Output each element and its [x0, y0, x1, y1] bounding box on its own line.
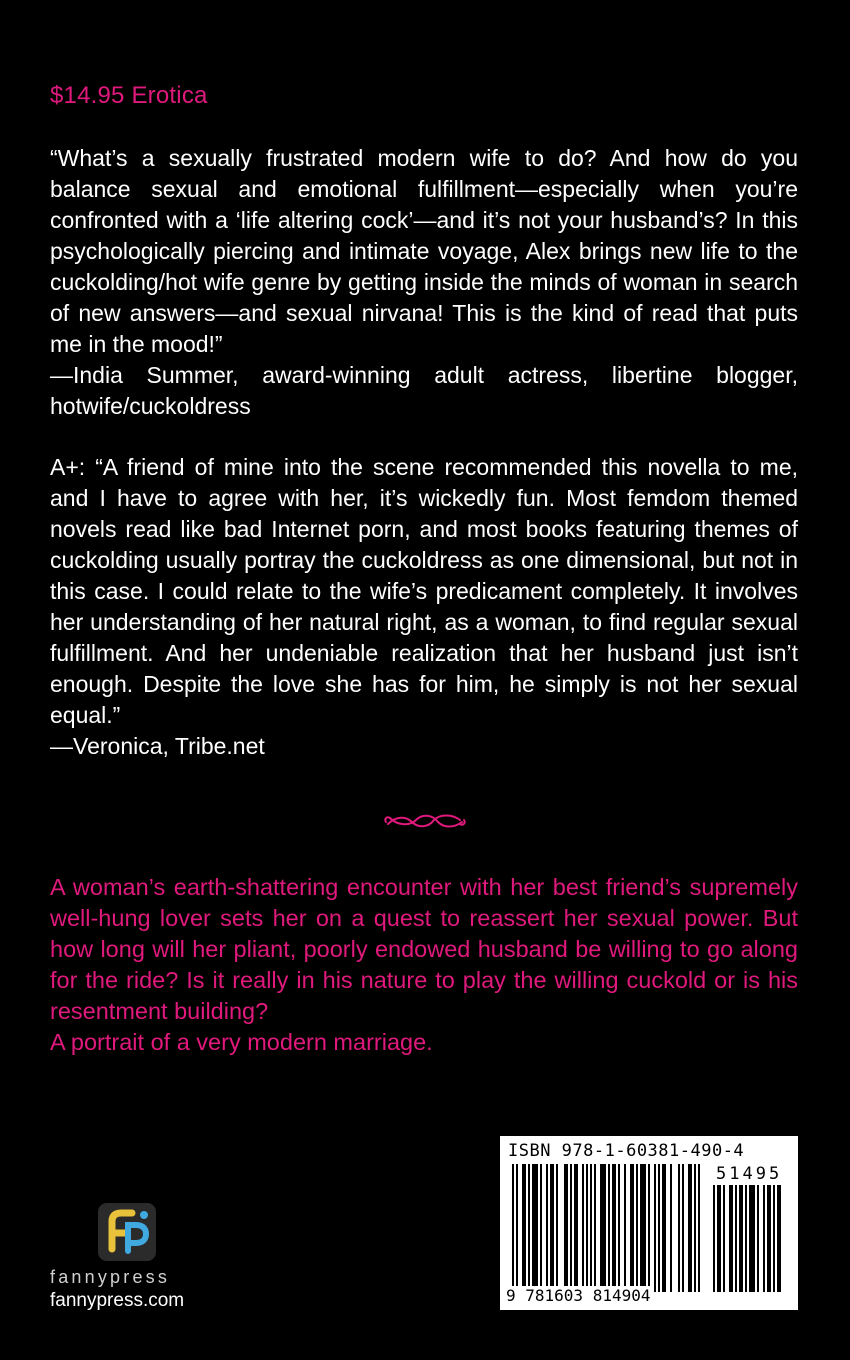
synopsis-tagline: A portrait of a very modern marriage. [50, 1029, 433, 1055]
review-attribution: —India Summer, award-winning adult actress, libertine blogger, hotwife/cuckoldress [50, 362, 798, 419]
barcode-bar [763, 1185, 765, 1292]
price-code: 51495 [716, 1164, 783, 1184]
review-quote: A+: “A friend of mine into the scene recommended this novella to me, and I have to agree with her, it’s wickedly fun. Most femdom themed novels read like bad Internet porn, and most books featuring themes of cuckolding usually portray the cuckoldress as one dimensional, but not in this case. I could relate to the wife’s predicament completely. It involves her understanding of her natural right, as a woman, to find regular sexual fulfillment. And her undeniable realization that her husband just isn’t enough. Despite the love she has for him, he simply is not her sexual equal.” [50, 454, 798, 728]
publisher-website: fannypress.com [50, 1290, 185, 1311]
barcode-bar [618, 1164, 620, 1292]
barcode-bar [570, 1164, 572, 1292]
barcode-bar [678, 1164, 680, 1292]
barcode-bar [522, 1164, 526, 1292]
barcode-bar [532, 1164, 538, 1292]
barcode-bar [586, 1164, 588, 1292]
barcode-bar [654, 1164, 656, 1292]
barcode-bar [749, 1185, 755, 1292]
barcode-bar [658, 1164, 660, 1292]
barcode-bar [777, 1185, 781, 1292]
fp-logo-icon [98, 1203, 156, 1261]
barcode-bar [574, 1164, 578, 1292]
barcode-bar [717, 1185, 721, 1292]
book-synopsis [50, 872, 798, 1058]
ean-digits: 9 781603 814904 [506, 1286, 651, 1305]
publisher-name: fannypress [50, 1267, 171, 1287]
barcode-bar [698, 1164, 700, 1292]
barcode-bar [564, 1164, 568, 1292]
barcode-bar [624, 1164, 626, 1292]
barcode-bar [739, 1185, 743, 1292]
barcode-bar [640, 1164, 646, 1292]
barcode-bar [682, 1164, 684, 1292]
barcode-bar [767, 1185, 771, 1292]
barcode-bar [723, 1185, 725, 1292]
barcode-bar [550, 1164, 554, 1292]
barcode-bar [735, 1185, 737, 1292]
barcode-bar [528, 1164, 530, 1292]
synopsis-text: A woman’s earth-shattering encounter with her best friend’s supremely well-hung lover sets her on a quest to reassert her sexual power. But how long will her pliant, poorly endowed husband be willing to go along for the ride? Is it really in his nature to play the willing cuckold or is his resentment building? [50, 874, 798, 1024]
barcode-bar [612, 1164, 616, 1292]
review-india-summer [50, 143, 798, 422]
barcode-bar [670, 1164, 672, 1292]
barcode-bar [582, 1164, 584, 1292]
barcode-bar [713, 1185, 715, 1292]
barcode-bar [594, 1164, 596, 1292]
barcode-bar [608, 1164, 610, 1292]
review-quote: “What’s a sexually frustrated modern wife to do? And how do you balance sexual and emotional fulfillment—especially when you’re confronted with a ‘life altering cock’—and it’s not your husband’s? In this psychologically piercing and intimate voyage, Alex brings new life to the cuckolding/hot wife genre by getting inside the minds of woman in search of new answers—and sexual nirvana! This is the kind of read that puts me in the mood!” [50, 145, 798, 357]
barcode-bar [516, 1164, 518, 1292]
review-attribution: —Veronica, Tribe.net [50, 733, 265, 759]
barcode-bar [600, 1164, 606, 1292]
barcode-bar [773, 1185, 775, 1292]
barcode-bar [757, 1185, 759, 1292]
addon-barcode-bars [713, 1185, 793, 1292]
barcode-bar [590, 1164, 592, 1292]
barcode-bar [662, 1164, 666, 1292]
isbn-label: ISBN 978-1-60381-490-4 [508, 1141, 745, 1161]
barcode-bar [694, 1164, 696, 1292]
review-veronica [50, 452, 798, 762]
barcode-bar [636, 1164, 638, 1292]
barcode-bar [688, 1164, 692, 1292]
barcode-bar [648, 1164, 650, 1292]
barcode-bar [540, 1164, 542, 1292]
barcode-bar [556, 1164, 558, 1292]
barcode-bar [729, 1185, 733, 1292]
barcode-bar [630, 1164, 634, 1292]
barcode-bar [745, 1185, 747, 1292]
ean-barcode-bars [512, 1164, 708, 1292]
isbn-barcode [500, 1136, 798, 1310]
barcode-bar [512, 1164, 514, 1292]
barcode-bar [546, 1164, 548, 1292]
price-genre: $14.95 Erotica [50, 82, 208, 109]
flourish-ornament-icon [382, 806, 468, 836]
